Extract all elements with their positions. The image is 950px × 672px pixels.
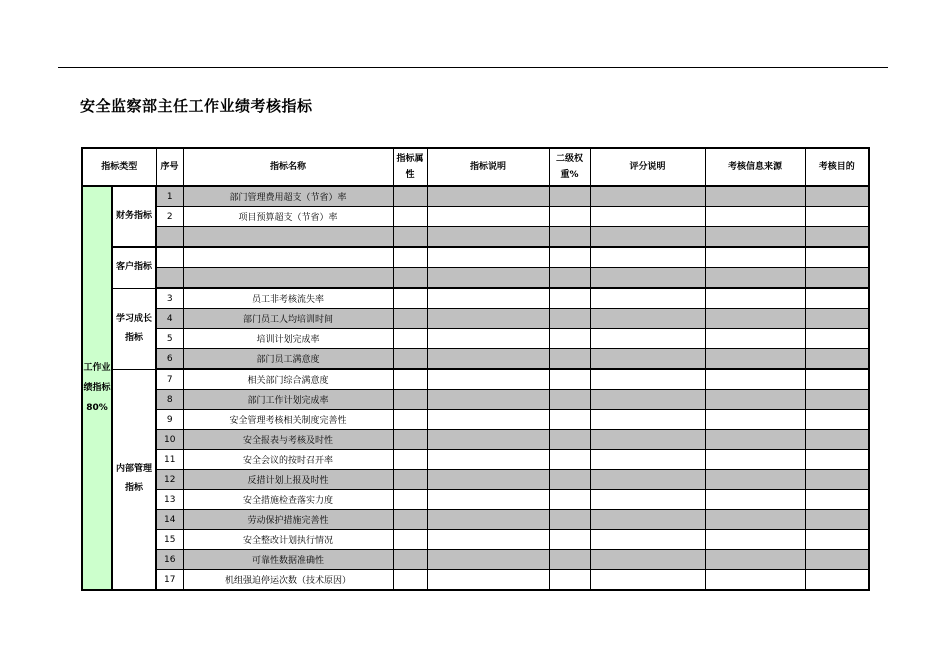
table-row [82, 470, 869, 490]
row-name: 反措计划上报及时性 [183, 470, 393, 490]
table-row [82, 430, 869, 450]
table-row [82, 329, 869, 349]
table-row [82, 369, 869, 390]
row-name: 部门员工人均培训时间 [183, 309, 393, 329]
header-source: 考核信息来源 [705, 148, 805, 186]
row-name: 可靠性数据准确性 [183, 550, 393, 570]
page-title: 安全监察部主任工作业绩考核指标 [80, 97, 313, 115]
table-row [82, 247, 869, 268]
subcategory-internal: 内部管理指标 [112, 369, 156, 590]
row-name: 安全措施检查落实力度 [183, 490, 393, 510]
table-row [82, 268, 869, 289]
row-name: 安全管理考核相关制度完善性 [183, 410, 393, 430]
table-row [82, 490, 869, 510]
row-seq: 1 [156, 186, 183, 207]
row-seq: 15 [156, 530, 183, 550]
header-name: 指标名称 [183, 148, 393, 186]
table-row [82, 186, 869, 207]
header-row [82, 148, 869, 186]
row-name: 培训计划完成率 [183, 329, 393, 349]
row-seq: 4 [156, 309, 183, 329]
subcategory-customer: 客户指标 [112, 247, 156, 288]
table-row [82, 288, 869, 309]
top-rule [58, 67, 888, 68]
header-attr: 指标属性 [393, 148, 427, 186]
table-row [82, 207, 869, 227]
row-seq: 8 [156, 390, 183, 410]
row-name: 部门管理费用超支（节省）率 [183, 186, 393, 207]
table-row [82, 309, 869, 329]
row-name: 安全报表与考核及时性 [183, 430, 393, 450]
table-row [82, 570, 869, 591]
row-name: 员工非考核流失率 [183, 288, 393, 309]
category-cell: 工作业绩指标80% [82, 186, 112, 590]
row-seq: 6 [156, 349, 183, 370]
table-row [82, 450, 869, 470]
header-seq: 序号 [156, 148, 183, 186]
table-row [82, 349, 869, 370]
header-score: 评分说明 [590, 148, 705, 186]
row-seq: 7 [156, 369, 183, 390]
row-name: 部门工作计划完成率 [183, 390, 393, 410]
header-type: 指标类型 [82, 148, 156, 186]
row-seq: 12 [156, 470, 183, 490]
subcategory-finance: 财务指标 [112, 186, 156, 247]
table-row [82, 530, 869, 550]
row-seq: 17 [156, 570, 183, 591]
row-seq: 14 [156, 510, 183, 530]
table-row [82, 227, 869, 248]
row-name: 劳动保护措施完善性 [183, 510, 393, 530]
row-seq: 13 [156, 490, 183, 510]
row-seq: 11 [156, 450, 183, 470]
row-name: 项目预算超支（节省）率 [183, 207, 393, 227]
row-name: 机组强迫停运次数（技术原因） [183, 570, 393, 591]
header-weight: 二级权重% [549, 148, 590, 186]
table-row [82, 410, 869, 430]
row-seq: 3 [156, 288, 183, 309]
header-desc: 指标说明 [427, 148, 549, 186]
row-seq: 9 [156, 410, 183, 430]
row-name: 安全会议的按时召开率 [183, 450, 393, 470]
row-name: 相关部门综合满意度 [183, 369, 393, 390]
row-name: 安全整改计划执行情况 [183, 530, 393, 550]
table-row [82, 550, 869, 570]
table-row [82, 390, 869, 410]
table-row [82, 510, 869, 530]
row-seq: 2 [156, 207, 183, 227]
row-seq: 10 [156, 430, 183, 450]
row-name: 部门员工满意度 [183, 349, 393, 370]
row-seq: 16 [156, 550, 183, 570]
header-purpose: 考核目的 [805, 148, 869, 186]
subcategory-learning: 学习成长指标 [112, 288, 156, 369]
row-seq: 5 [156, 329, 183, 349]
kpi-table [81, 147, 870, 591]
